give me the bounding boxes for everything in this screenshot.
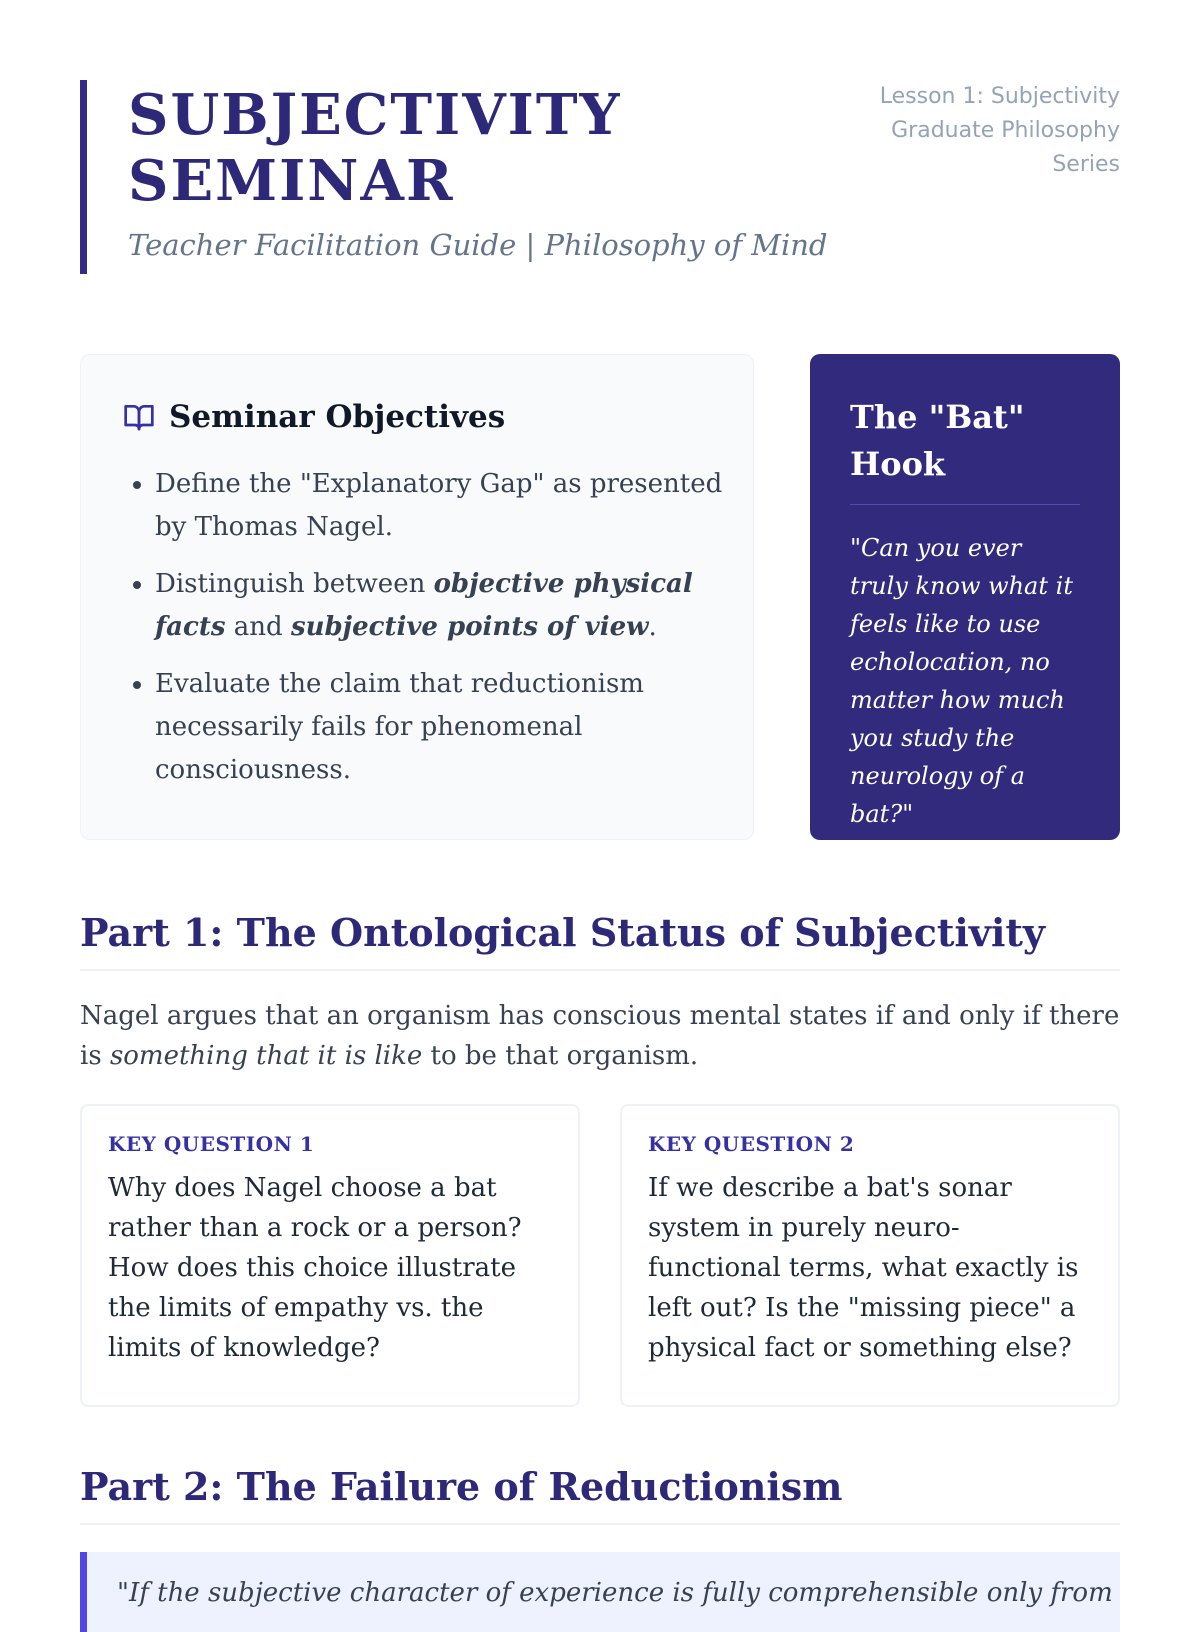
objective-item: • Define the "Explanatory Gap" as presented by Thomas Nagel. [155, 463, 755, 549]
meta-line-3: Series [1052, 152, 1120, 177]
title-line-1: SUBJECTIVITY [128, 82, 622, 148]
part1-text-emphasis: something that it is like [109, 1041, 423, 1071]
hook-title: The "Bat" Hook [850, 394, 1080, 505]
book-icon [123, 401, 155, 433]
objectives-card [80, 354, 754, 840]
header-accent-bar [80, 80, 87, 274]
part1-text-a: Nagel argues that an organism has conscious mental states if and only if there is [80, 1001, 1120, 1071]
key-question-1-text: Why does Nagel choose a bat rather than a rock or a person? How does this choice illustrate the limits of empathy vs. the limits of knowledge? [108, 1173, 522, 1363]
part1-heading: Part 1: The Ontological Status of Subjectivity [80, 910, 1120, 971]
title-line-2: SEMINAR [128, 148, 455, 214]
objective-emphasis: objective physical facts [155, 569, 693, 642]
lesson-meta [860, 80, 1120, 182]
objective-text: . [648, 612, 657, 642]
objectives-title: Seminar Objectives [169, 399, 506, 435]
bat-hook-card [810, 354, 1120, 840]
part2-quote-text: "If the subjective character of experience is fully comprehensible only from [117, 1578, 1113, 1608]
meta-line-2: Graduate Philosophy [891, 118, 1120, 143]
part1-text [80, 996, 1120, 1076]
hook-quote: "Can you ever truly know what it feels like to use echolocation, no matter how much you study the neurology of a bat?" [850, 534, 1073, 828]
key-question-2-text: If we describe a bat's sonar system in purely neuro-functional terms, what exactly is left out? Is the "missing piece" a physical fact or something else? [648, 1173, 1079, 1363]
part1-text-c: to be that organism. [422, 1041, 699, 1071]
objective-text: Distinguish between [155, 569, 434, 599]
key-question-1-label: KEY QUESTION 1 [108, 1132, 315, 1156]
meta-line-1: Lesson 1: Subjectivity [879, 84, 1120, 109]
key-question-2-card [620, 1104, 1120, 1407]
key-question-1-card [80, 1104, 580, 1407]
part2-blockquote [80, 1552, 1120, 1632]
objective-text: and [225, 612, 291, 642]
objective-item: • Evaluate the claim that reductionism necessarily fails for phenomenal consciousness. [155, 663, 755, 792]
objective-item [155, 563, 755, 649]
objective-emphasis: subjective points of view [290, 612, 649, 642]
page-subtitle: Teacher Facilitation Guide | Philosophy of Mind [128, 228, 828, 262]
objectives-header [123, 399, 505, 435]
header [80, 80, 1120, 274]
objectives-list [111, 463, 755, 806]
key-question-2-label: KEY QUESTION 2 [648, 1132, 855, 1156]
page-title [128, 82, 768, 214]
part2-heading: Part 2: The Failure of Reductionism [80, 1464, 1120, 1525]
